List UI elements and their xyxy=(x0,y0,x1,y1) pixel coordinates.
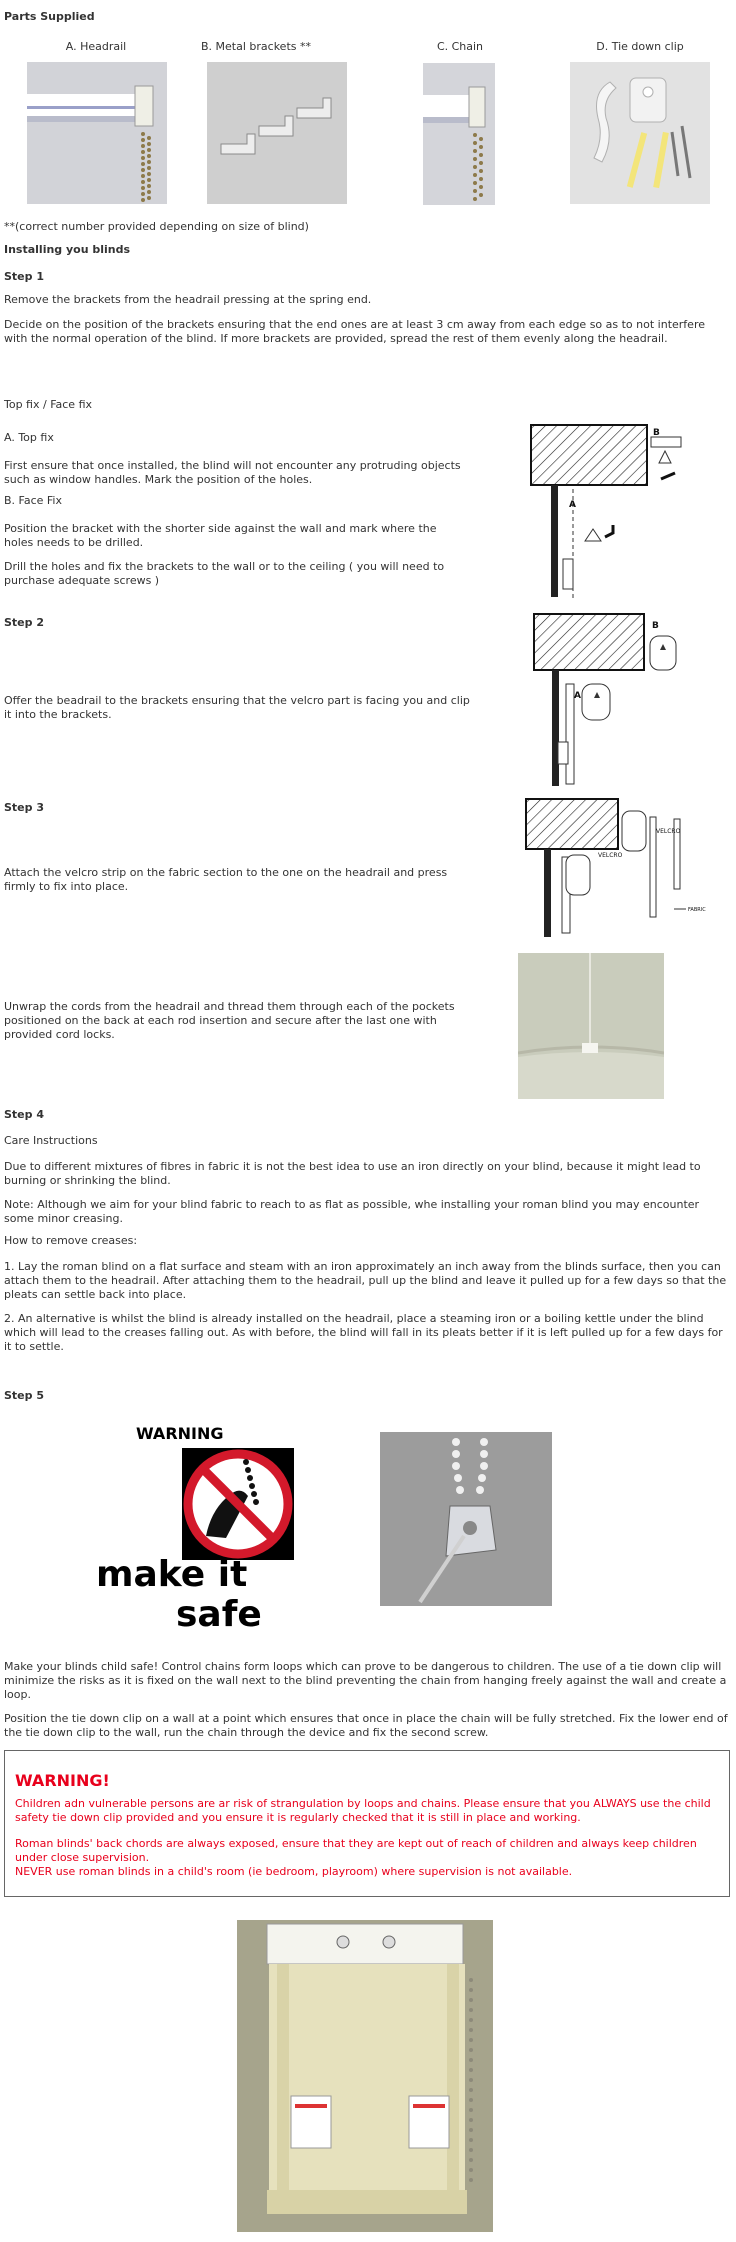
diagram3-label-fabric: FABRIC xyxy=(688,907,706,913)
parts-heading: Parts Supplied xyxy=(4,10,95,23)
diagram1-label-a: A xyxy=(569,500,576,510)
warning-sign-title: WARNING xyxy=(136,1424,224,1443)
part-label-clip: D. Tie down clip xyxy=(596,40,684,53)
chain-photo xyxy=(423,63,495,205)
step1-heading: Step 1 xyxy=(4,270,44,283)
step4-p1: Due to different mixtures of fibres in fabric it is not the best idea to use an iron directly on your blind, because it might lead to burning or shrinking the blind. xyxy=(4,1160,701,1187)
care-heading: Care Instructions xyxy=(4,1134,98,1147)
part-label-brackets: B. Metal brackets ** xyxy=(201,40,311,53)
step1-p2: Decide on the position of the brackets ensuring that the end ones are at least 3 cm away from each edge so as to not interfere with the normal operation of the blind. If more brackets are provided, spread the rest of them evenly along the headrail. xyxy=(4,318,705,345)
step4-p5: 2. An alternative is whilst the blind is already installed on the headrail, place a steaming iron or a boiling kettle under the blind which will lead to the creases falling out. As with before, the blind will fall in its pleats better if it is left pulled up for a few days for it to settle. xyxy=(4,1312,723,1353)
cords-text: Unwrap the cords from the headrail and thread them through each of the pockets positioned on the back at each rod insertion and secure after the last one with provided cord locks. xyxy=(4,1000,455,1041)
step3-heading: Step 3 xyxy=(4,801,44,814)
face-fix-text: Position the bracket with the shorter side against the wall and mark where the holes needs to be drilled. xyxy=(4,522,437,549)
step5-p1: Make your blinds child safe! Control chains form loops which can prove to be dangerous to children. The use of a tie down clip will minimize the risks as it is fixed on the wall next to the blind preventing the chain from hanging freely against the wall and create a loop. xyxy=(4,1660,727,1701)
tie-down-clip-photo xyxy=(570,62,710,204)
warning-box-title: WARNING! xyxy=(15,1771,110,1790)
warning-box-p1: Children adn vulnerable persons are ar risk of strangulation by loops and chains. Please ensure that you ALWAYS use the child safety tie down clip provided and you ensure it is regularly checked that it is still in place and working. xyxy=(15,1797,711,1824)
step4-p2: Note: Although we aim for your blind fabric to reach to as flat as possible, whe installing your roman blind you may encounter some minor creasing. xyxy=(4,1198,700,1225)
parts-note: **(correct number provided depending on size of blind) xyxy=(4,220,309,233)
step5-heading: Step 5 xyxy=(4,1389,44,1402)
no-chain-loop-icon xyxy=(182,1448,294,1560)
warning-box xyxy=(4,1750,730,1897)
step4-heading: Step 4 xyxy=(4,1108,44,1121)
beadrail-diagram xyxy=(530,612,700,790)
install-heading: Installing you blinds xyxy=(4,243,131,256)
step1-p1: Remove the brackets from the headrail pressing at the spring end. xyxy=(4,293,372,306)
top-fix-label: A. Top fix xyxy=(4,431,54,444)
cord-pocket-photo xyxy=(518,953,664,1099)
warning-sign-line1: make it xyxy=(96,1554,248,1595)
finished-blind-photo xyxy=(237,1920,493,2232)
velcro-diagram xyxy=(522,795,717,941)
step2-text: Offer the beadrail to the brackets ensuring that the velcro part is facing you and clip it into the brackets. xyxy=(4,694,470,721)
part-label-chain: C. Chain xyxy=(436,40,484,53)
fix-title: Top fix / Face fix xyxy=(4,398,93,411)
step3-text: Attach the velcro strip on the fabric section to the one on the headrail and press firmly to fix into place. xyxy=(4,866,448,893)
warning-sign xyxy=(96,1420,296,1642)
warning-box-p3: NEVER use roman blinds in a child's room (ie bedroom, playroom) where supervision is not available. xyxy=(15,1865,573,1878)
drill-text: Drill the holes and fix the brackets to the wall or to the ceiling ( you will need to purchase adequate screws ) xyxy=(4,560,445,587)
part-label-headrail: A. Headrail xyxy=(65,40,127,53)
face-fix-label: B. Face Fix xyxy=(4,494,63,507)
step5-p2: Position the tie down clip on a wall at a point which ensures that once in place the chain will be fully stretched. Fix the lower end of the tie down clip to the wall, run the chain through the device and fix the second screw. xyxy=(4,1712,728,1739)
diagram2-label-b: B xyxy=(652,621,659,631)
top-fix-text: First ensure that once installed, the blind will not encounter any protruding objects such as window handles. Mark the position of the holes. xyxy=(4,459,461,486)
diagram3-label-velcro2: VELCRO xyxy=(598,852,623,859)
diagram1-label-b: B xyxy=(653,428,660,438)
tie-down-clip-installed-photo xyxy=(380,1432,552,1606)
diagram2-label-a: A xyxy=(574,691,581,701)
brackets-photo xyxy=(207,62,347,204)
step4-p4: 1. Lay the roman blind on a flat surface and steam with an iron approximately an inch away from the blinds surface, then you can attach them to the headrail. After attaching them to the headrail, pull up the blind and leave it pulled up for a few days so that the pleats can settle back into place. xyxy=(4,1260,727,1301)
diagram3-label-velcro1: VELCRO xyxy=(656,828,681,835)
top-fix-face-fix-diagram xyxy=(525,423,700,603)
step2-heading: Step 2 xyxy=(4,616,44,629)
warning-box-p2: Roman blinds' back chords are always exposed, ensure that they are kept out of reach of children and always keep children under close supervision. xyxy=(15,1837,697,1864)
warning-sign-line2: safe xyxy=(176,1594,262,1635)
headrail-photo xyxy=(27,62,167,204)
step4-p3: How to remove creases: xyxy=(4,1234,138,1247)
